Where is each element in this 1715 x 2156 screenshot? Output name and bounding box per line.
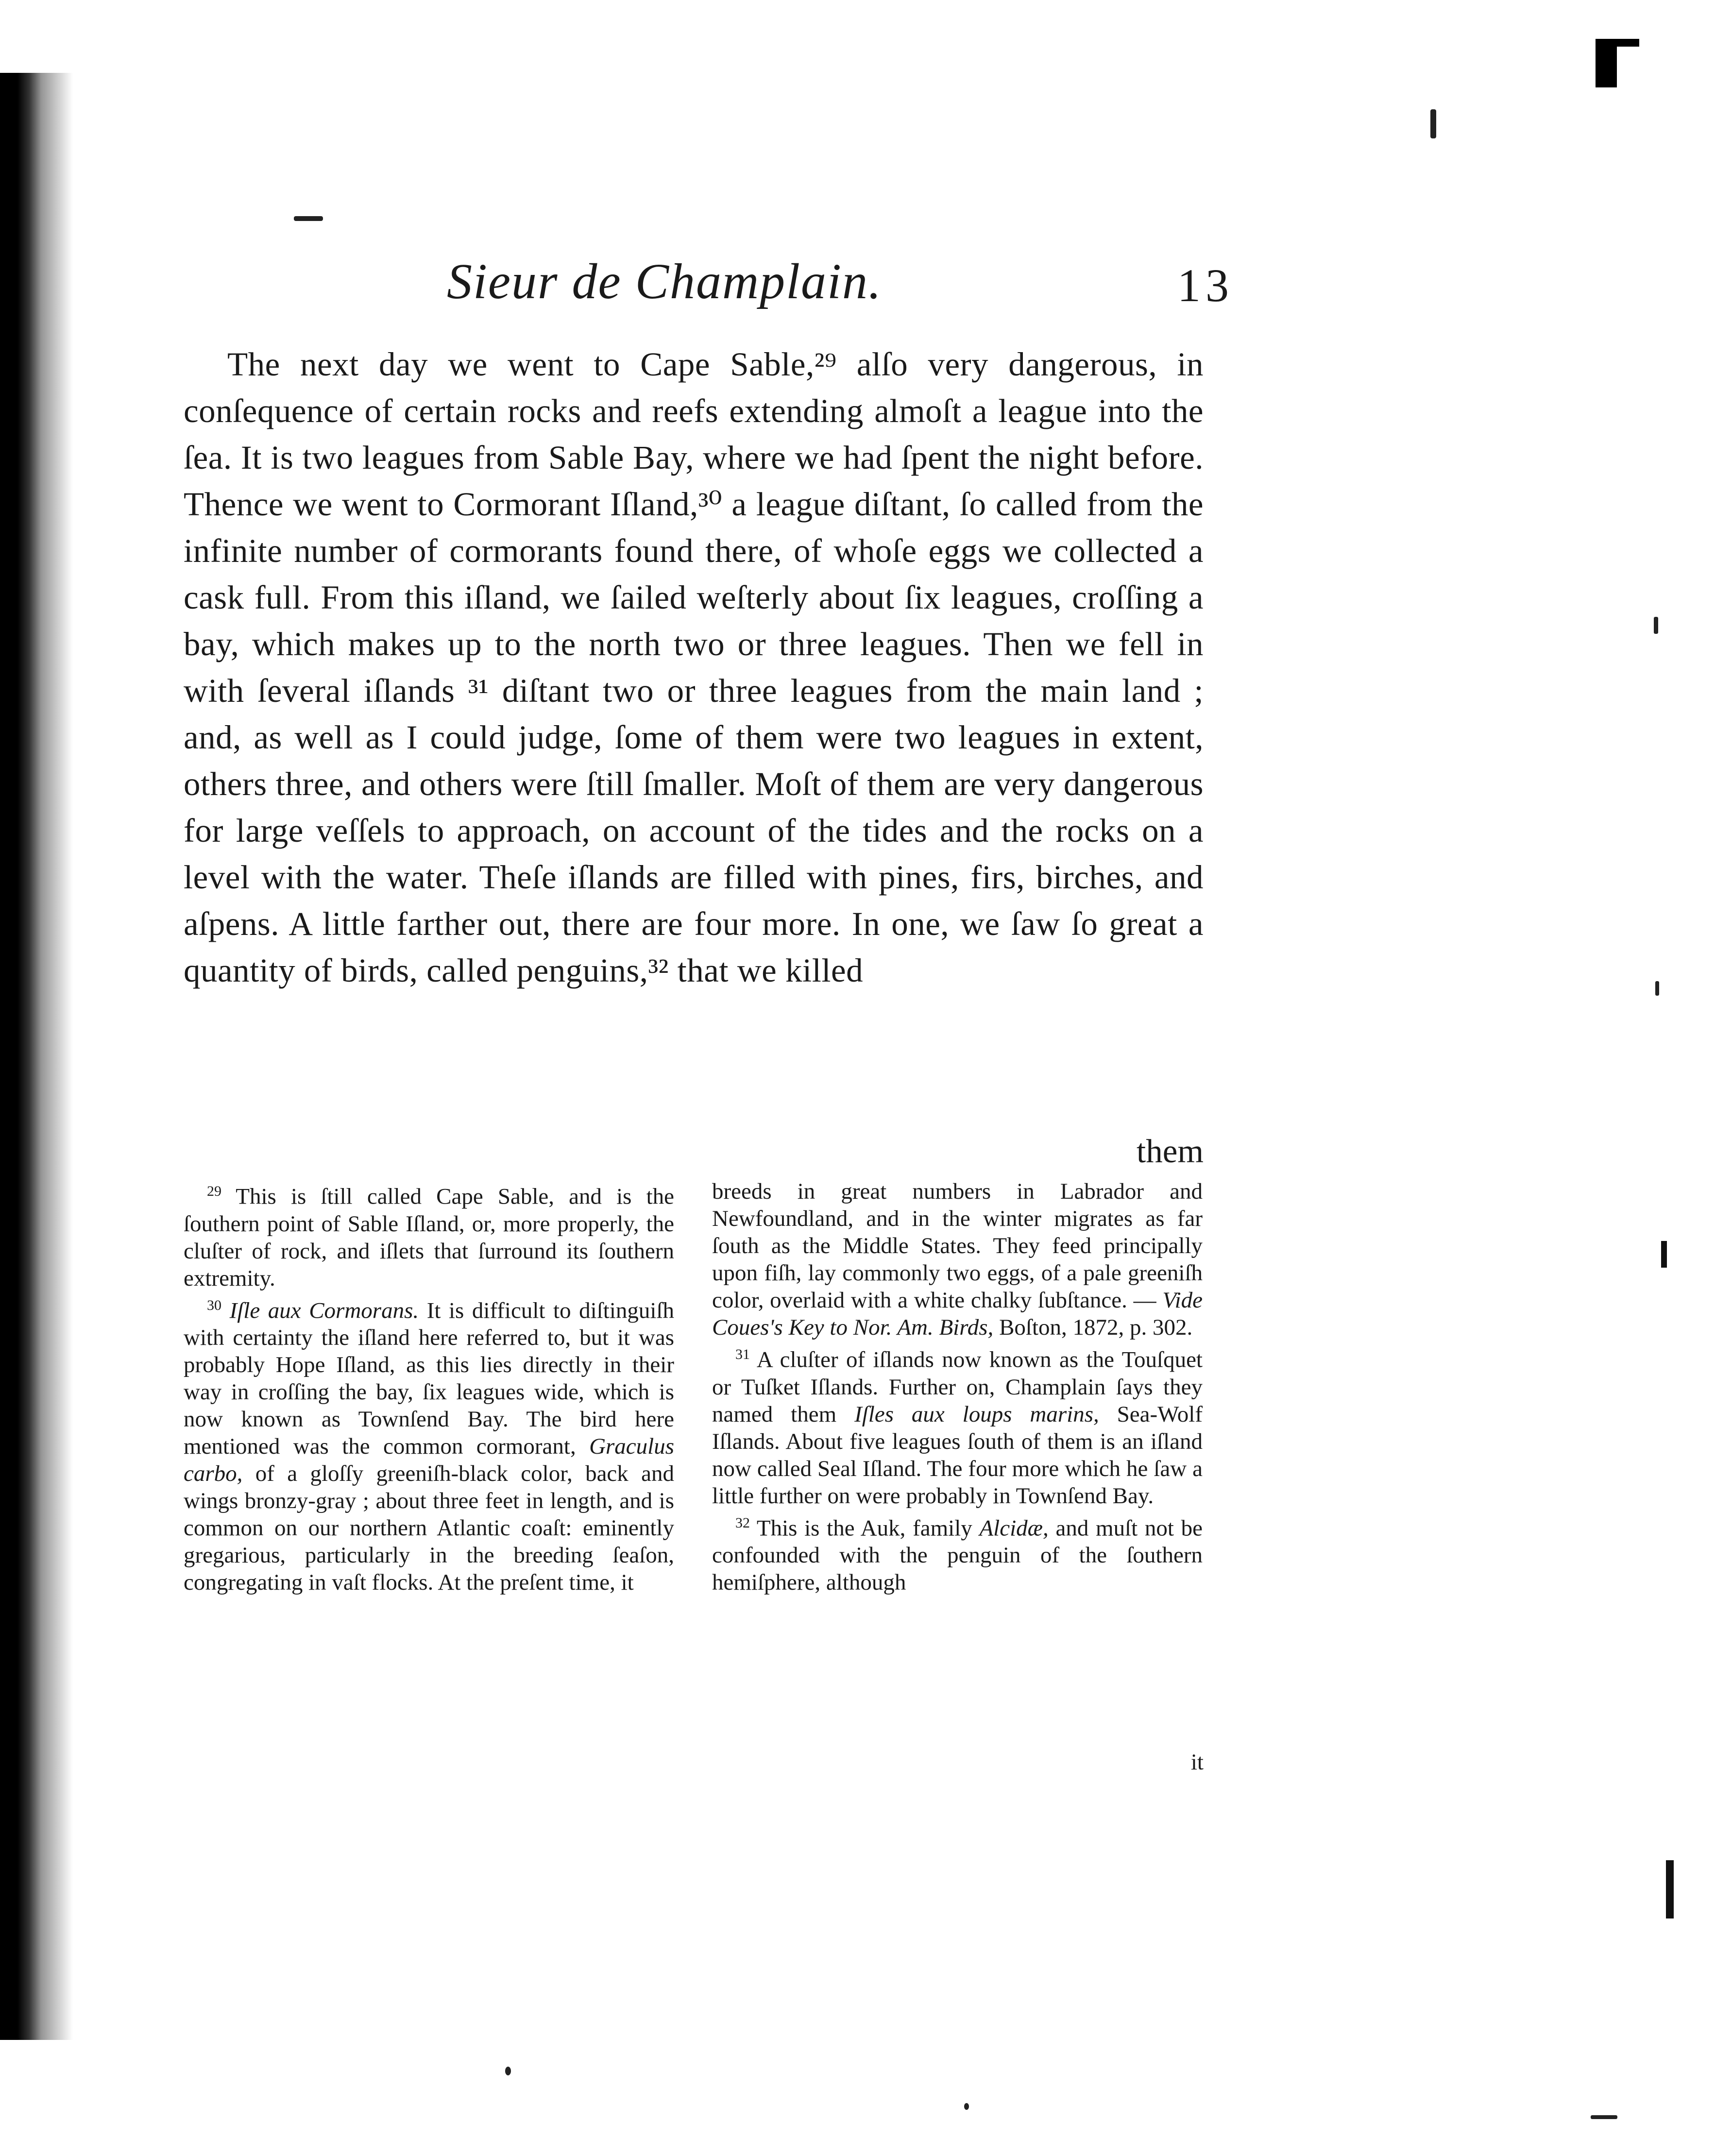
footnote-31 <box>712 1341 1203 1510</box>
scan-binding-shadow <box>0 73 73 2040</box>
running-header <box>447 253 1234 321</box>
footnote-32 <box>712 1510 1203 1596</box>
footnote-column-left <box>184 1178 674 1596</box>
footnotes <box>184 1178 1204 1770</box>
scan-speck <box>1430 109 1436 138</box>
scan-speck <box>294 216 323 221</box>
scan-speck <box>505 2067 511 2075</box>
footnote-marker: 29 <box>207 1183 221 1199</box>
footnote-title: Iſle aux Cormorans. <box>229 1298 419 1324</box>
footnote-column-right <box>712 1178 1203 1596</box>
footnote-text: It is difficult to diſtinguiſh with certainty the iſland here referred to, but it was probably Hope Iſland, as this lies directly in their way in croſſing the bay, ſix leagues wide, which is now known as Townſend Bay. The bird here mentioned was the common cormorant, <box>184 1298 675 1460</box>
catchword: them <box>1137 1133 1204 1170</box>
species-name: Graculus carbo, <box>184 1434 675 1487</box>
footnote-text: and muſt not be confounded with the penguin of the ſouthern hemiſphere, although <box>712 1515 1203 1596</box>
running-title: Sieur de Champlain. <box>447 254 882 309</box>
scan-edge-mark <box>1661 1241 1667 1268</box>
body-paragraph: The next day we went to Cape Sable,²⁹ alſo very dangerous, in conſequence of certain rocks and reefs extending almoſt a league into the ſea. It is two leagues from Sable Bay, where we had ſpent the night before. Thence we went to Cormorant Iſland,³⁰ a league diſtant, ſo called from the infinite number of cormorants found there, of whoſe eggs we collected a cask full. From this iſland, we ſailed weſterly about ſix leagues, croſſing a bay, which makes up to the north two or three leagues. Then we fell in with ſeveral iſlands ³¹ diſtant two or three leagues from the main land ; and, as well as I could judge, ſome of them were two leagues in extent, others three, and others were ſtill ſmaller. Moſt of them are very dangerous for large veſſels to approach, on account of the tides and the rocks on a level with the water. Theſe iſlands are filled with pines, firs, birches, and aſpens. A little farther out, there are four more. In one, we ſaw ſo great a quantity of birds, called penguins,³² that we killed <box>184 346 1204 989</box>
footnote-text: of a gloſſy greeniſh-black color, back and wings bronzy-gray ; about three feet in length, and is common on our northern Atlantic coaſt: eminently gregarious, particularly in the breeding ſeaſon, congregating in vaſt flocks. At the preſent time, it <box>184 1461 674 1596</box>
reference-details: Boſton, 1872, p. 302. <box>999 1315 1193 1340</box>
page-number: 13 <box>1177 259 1234 311</box>
scan-speck <box>1655 981 1659 996</box>
scan-corner-mark <box>1596 39 1617 87</box>
footnote-30-continued <box>712 1178 1203 1341</box>
footnote-catchword: it <box>1190 1749 1204 1775</box>
footnote-marker: 31 <box>735 1346 750 1362</box>
footnote-29 <box>184 1178 674 1292</box>
scan-speck <box>964 2103 969 2110</box>
footnote-text: This is ſtill called Cape Sable, and is the ſouthern point of Sable Iſland, or, more properly, the cluſter of rock, and iſlets that ſurround its ſouthern extremity. <box>184 1184 675 1291</box>
footnote-text: A cluſter of iſlands now known as the Touſquet or Tuſket Iſlands. Further on, Champlain ſays they named them <box>712 1347 1203 1427</box>
footnote-marker: 32 <box>735 1514 750 1531</box>
reference-title: Vide Coues's Key to Nor. Am. Birds, <box>712 1288 1203 1340</box>
scan-speck <box>1654 617 1658 634</box>
footnote-text: This is the Auk, family <box>756 1515 972 1541</box>
scan-speck <box>1591 2115 1617 2119</box>
footnote-text: Sea-Wolf Iſlands. About five leagues ſouth of them is an iſland now called Seal Iſland. The four more which he ſaw a little further on were probably in Townſend Bay. <box>712 1401 1203 1509</box>
footnote-30 <box>184 1292 674 1596</box>
main-text <box>184 341 1204 994</box>
footnote-text: breeds in great numbers in Labrador and Newfoundland, and in the winter migrates as far ſouth as the Middle States. They feed principally upon fiſh, lay commonly two eggs, of a pale greeniſh color, overlaid with a white chalky ſubſtance. — <box>712 1179 1203 1313</box>
footnote-marker: 30 <box>207 1297 221 1313</box>
family-name: Alcidæ, <box>979 1515 1049 1541</box>
french-name: Iſles aux loups marins, <box>854 1401 1099 1427</box>
scan-edge-mark <box>1666 1860 1674 1918</box>
